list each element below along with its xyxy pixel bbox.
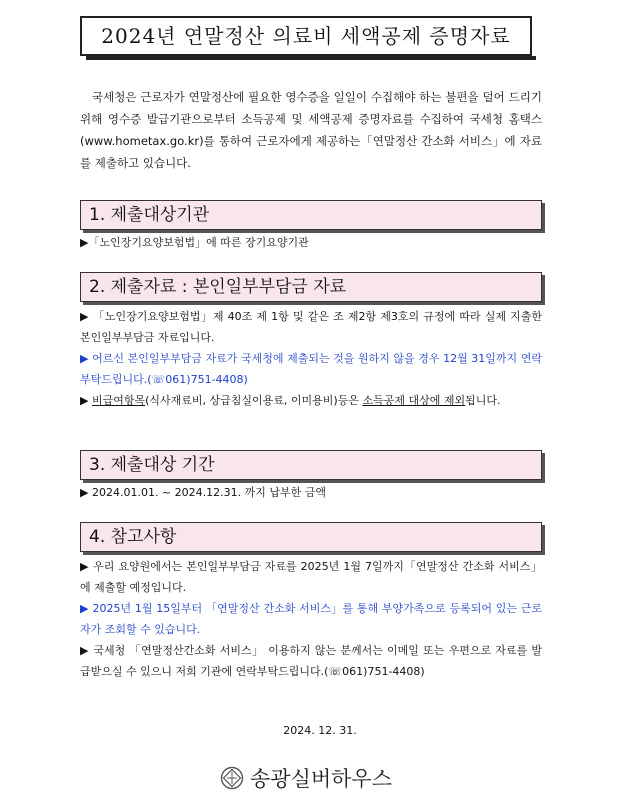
section-2-item-2: ▶ 어르신 본인일부부담금 자료가 국세청에 제출되는 것을 원하지 않을 경우 12월 31일까지 연락부탁드립니다.(☏061)751-4408): [80, 352, 542, 386]
section-4-item-3: ▶ 국세청 「연말정산간소화 서비스」 이용하지 않는 분께서는 이메일 또는 우편으로 자료를 발급받으실 수 있으니 저희 기관에 연락부탁드립니다.(☏061)751-4408): [80, 644, 542, 678]
document-title: 2024년 연말정산 의료비 세액공제 증명자료: [80, 16, 532, 56]
section-3-item: ▶ 2024.01.01. ~ 2024.12.31. 까지 납부한 금액: [80, 486, 326, 499]
section-4-item-1: ▶ 우리 요양원에서는 본인일부부담금 자료를 2025년 1월 7일까지「연말정산 간소화 서비스」에 제출할 예정입니다.: [80, 560, 542, 594]
section-heading-3: 3. 제출대상 기간: [80, 450, 542, 480]
organization-logo-icon: [220, 766, 244, 790]
footer: [220, 760, 420, 796]
section-heading-4: 4. 참고사항: [80, 522, 542, 552]
noncovered-items-detail: (식사재료비, 상급침실이용료, 이미용비)등은: [145, 394, 363, 407]
deduction-excluded-label: 소득공제 대상에 제외: [362, 394, 466, 407]
section-2-item-1: ▶ 「노인장기요양보험법」제 40조 제 1항 및 같은 조 제2항 제3호의 규정에 따라 실제 지출한 본인일부부담금 자료입니다.: [80, 310, 542, 344]
section-1-item: ▶「노인장기요양보험법」에 따른 장기요양기관: [80, 236, 309, 249]
section-heading-2: 2. 제출자료 : 본인일부부담금 자료: [80, 272, 542, 302]
intro-paragraph: 국세청은 근로자가 연말정산에 필요한 영수증을 일일이 수집해야 하는 불편을 덜어 드리기 위해 영수증 발급기관으로부터 소득공제 및 세액공제 증명자료를 수집하여 국세청 홈택스(www.hometax.go.kr)를 통하여 근로자에게 제공하는「연말정산 간소화 서비스」에 자료를 제출하고 있습니다.: [80, 90, 542, 170]
noncovered-items-label: 비급여항목: [91, 394, 146, 407]
section-2-item-3: ▶ 비급여항목(식사재료비, 상급침실이용료, 이미용비)등은 소득공제 대상에 제외됩니다.: [80, 394, 501, 407]
document-date: 2024. 12. 31.: [283, 724, 357, 737]
section-heading-1: 1. 제출대상기관: [80, 200, 542, 230]
section-4-item-2: ▶ 2025년 1월 15일부터 「연말정산 간소화 서비스」를 통해 부양가족으로 등록되어 있는 근로자가 조회할 수 있습니다.: [80, 602, 542, 636]
sentence-ending: 됩니다.: [465, 394, 501, 407]
organization-name: 송광실버하우스: [250, 767, 393, 791]
